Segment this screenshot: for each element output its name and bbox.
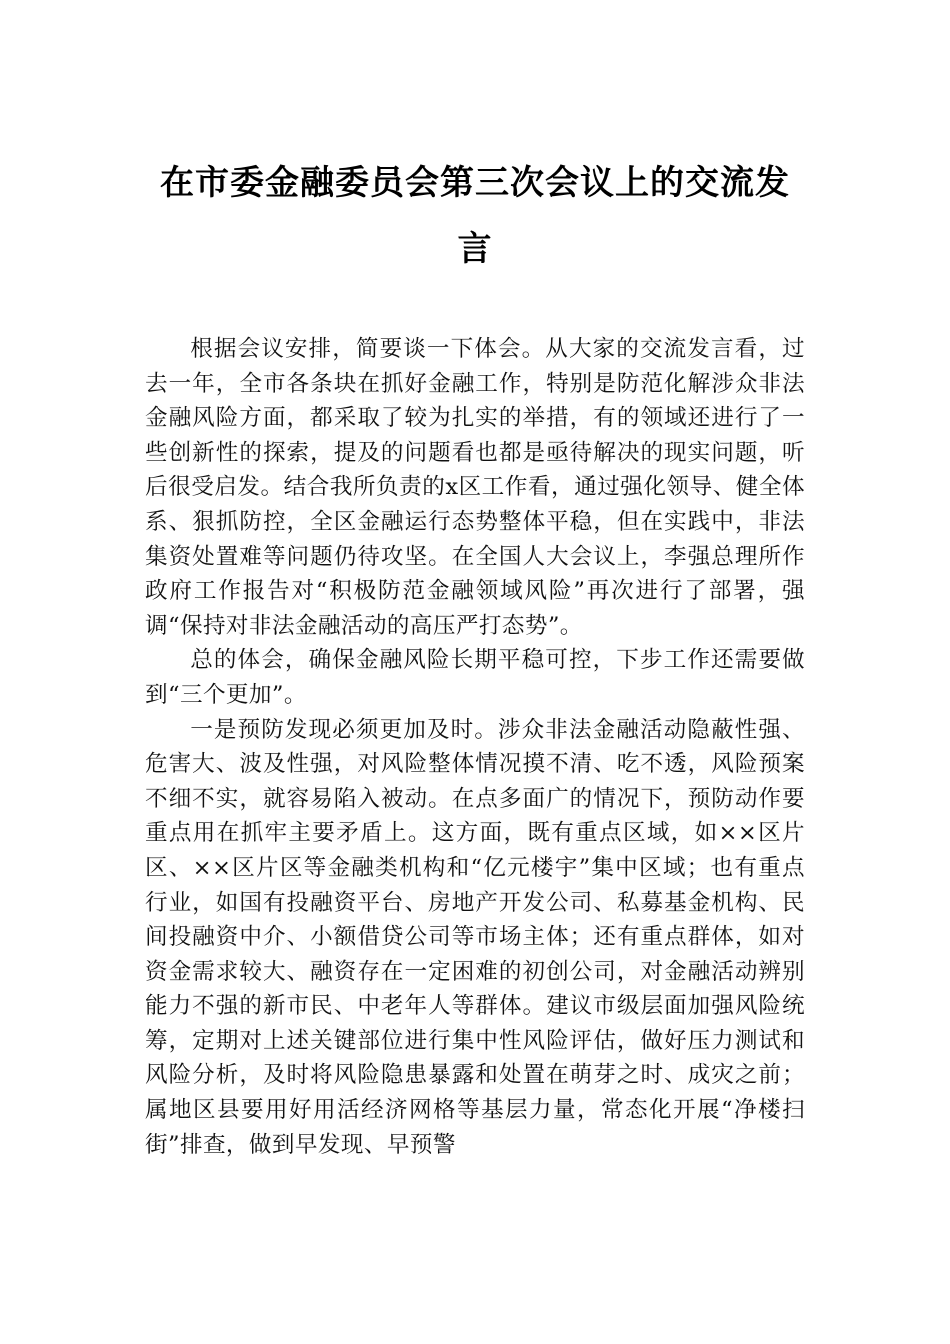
title-line-1: 在市委金融委员会第三次会议上的交流发 — [160, 163, 790, 203]
paragraph-point-one: 一是预防发现必须更加及时。涉众非法金融活动隐蔽性强、危害大、波及性强，对风险整体情况摸不清、吃不透，风险预案不细不实，就容易陷入被动。在点多面广的情况下，预防动作要重点用在抓牢主要矛盾上。这方面，既有重点区域，如××区片区、××区片区等金融类机构和“亿元楼宇”集中区域；也有重点行业，如国有投融资平台、房地产开发公司、私募基金机构、民间投融资中介、小额借贷公司等市场主体；还有重点群体，如对资金需求较大、融资存在一定困难的初创公司，对金融活动辨别能力不强的新市民、中老年人等群体。建议市级层面加强风险统筹，定期对上述关键部位进行集中性风险评估，做好压力测试和风险分析，及时将风险隐患暴露和处置在萌芽之时、成灾之前；属地区县要用好用活经济网格等基层力量，常态化开展“净楼扫街”排查，做到早发现、早预警 — [145, 716, 805, 1158]
paragraph-summary: 总的体会，确保金融风险长期平稳可控，下步工作还需要做到“三个更加”。 — [145, 647, 805, 708]
document-body — [145, 332, 805, 1162]
title-line-2: 言 — [457, 229, 493, 269]
paragraph-intro: 根据会议安排，简要谈一下体会。从大家的交流发言看，过去一年，全市各条块在抓好金融工作，特别是防范化解涉众非法金融风险方面，都采取了较为扎实的举措，有的领域还进行了一些创新性的探索，提及的问题看也都是亟待解决的现实问题，听后很受启发。结合我所负责的x区工作看，通过强化领导、健全体系、狠抓防控，全区金融运行态势整体平稳，但在实践中，非法集资处置难等问题仍待攻坚。在全国人大会议上，李强总理所作政府工作报告对“积极防范金融领域风险”再次进行了部署，强调“保持对非法金融活动的高压严打态势”。 — [145, 336, 805, 639]
document-title — [145, 150, 805, 282]
